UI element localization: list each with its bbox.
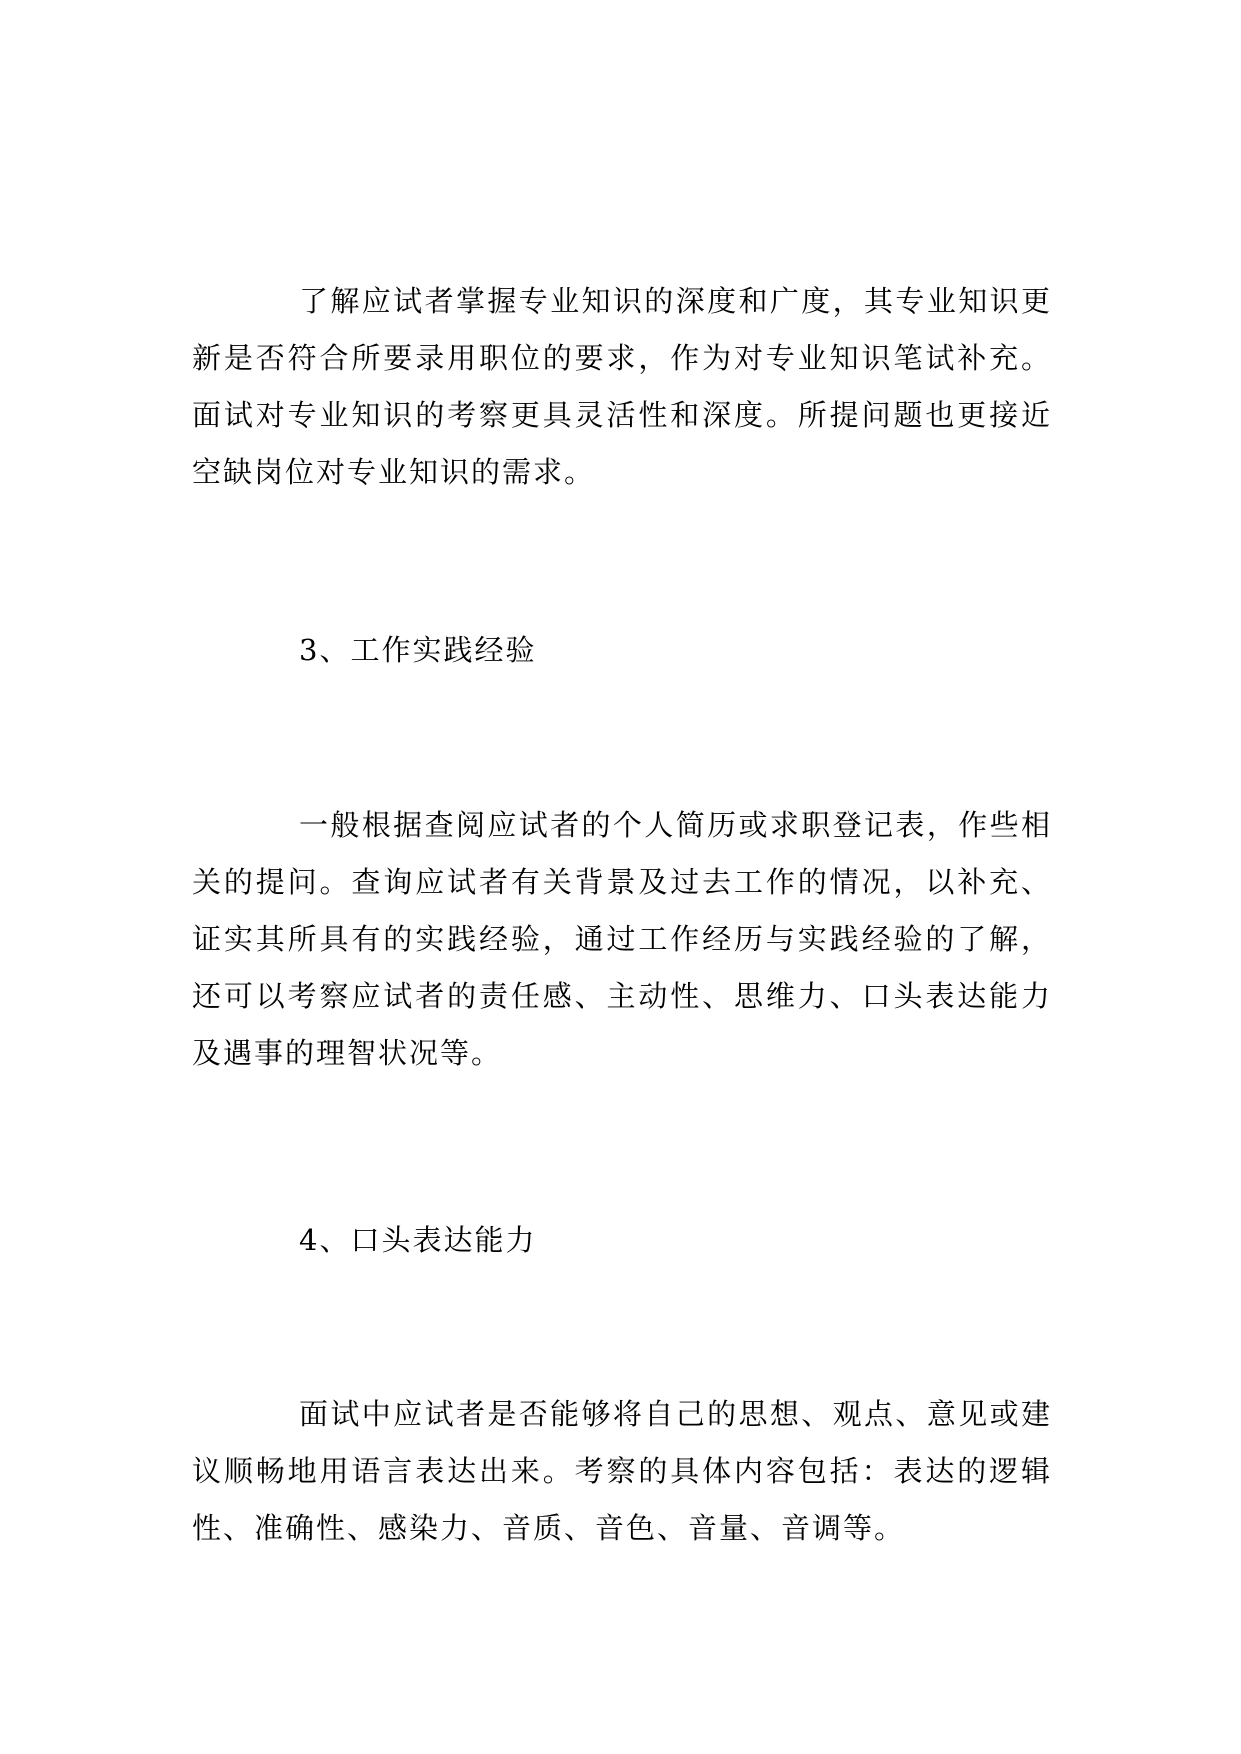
paragraph-work-experience: 一般根据查阅应试者的个人简历或求职登记表，作些相关的提问。查询应试者有关背景及过去工作的情况，以补充、证实其所具有的实践经验，通过工作经历与实践经验的了解，还可以考察应试者的责任感、主动性、思维力、口头表达能力及遇事的理智状况等。	[192, 808, 1052, 1070]
section-heading-work-experience: 3、工作实践经验	[299, 633, 537, 667]
paragraph-oral-expression: 面试中应试者是否能够将自己的思想、观点、意见或建议顺畅地用语言表达出来。考察的具体内容包括：表达的逻辑性、准确性、感染力、音质、音色、音量、音调等。	[192, 1397, 1052, 1545]
section-heading-oral-expression: 4、口头表达能力	[299, 1223, 537, 1257]
paragraph-professional-knowledge: 了解应试者掌握专业知识的深度和广度，其专业知识更新是否符合所要录用职位的要求，作为对专业知识笔试补充。面试对专业知识的考察更具灵活性和深度。所提问题也更接近空缺岗位对专业知识的需求。	[192, 284, 1052, 489]
